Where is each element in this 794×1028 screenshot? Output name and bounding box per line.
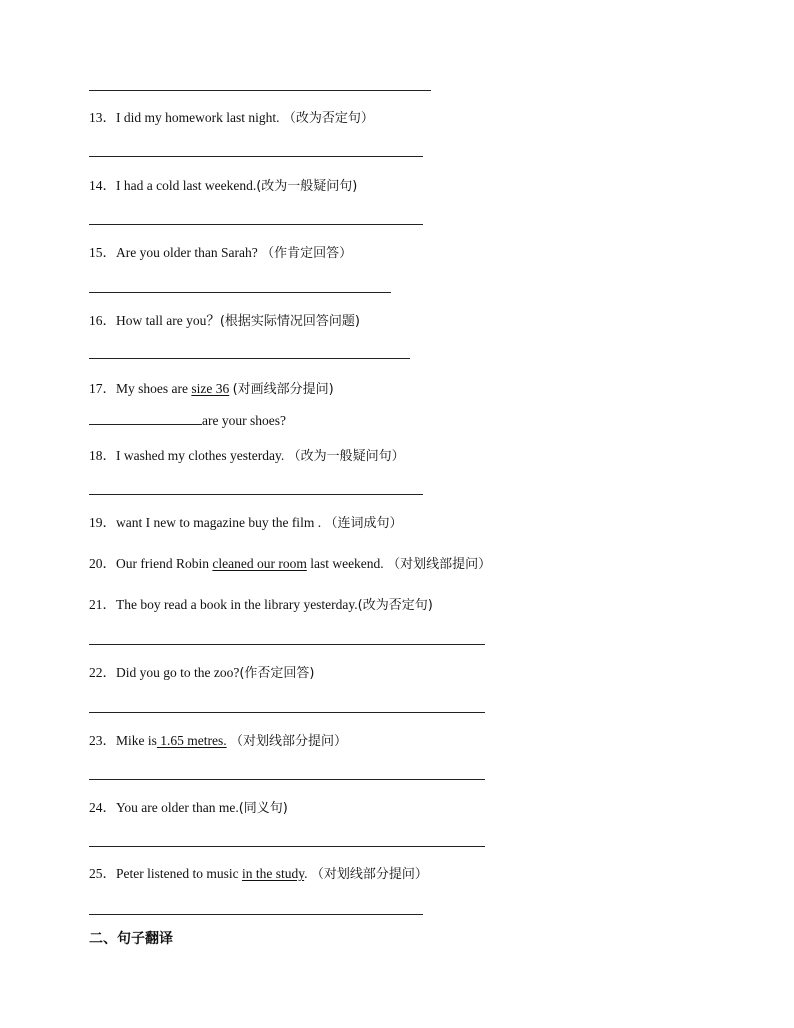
answer-line[interactable] (89, 358, 410, 359)
question-text: Peter listened to music (116, 866, 242, 881)
question-number: 16． (89, 313, 116, 328)
answer-line[interactable] (89, 914, 423, 915)
question-number: 19． (89, 515, 116, 530)
question-number: 21． (89, 597, 116, 612)
question-15 (89, 241, 352, 261)
question-22 (89, 661, 315, 681)
question-text: The boy read a book in the library yesterday. (116, 597, 358, 612)
question-text-tail: . (304, 866, 311, 881)
answer-blank[interactable] (89, 412, 202, 425)
question-text: How tall are you？ (116, 313, 220, 328)
question-number: 18． (89, 448, 116, 463)
question-text: Are you older than Sarah? (116, 245, 262, 260)
question-instruction: （对划线部分提问） (230, 734, 348, 749)
question-text: Mike is (116, 733, 157, 748)
question-instruction: (改为一般疑问句) (256, 179, 358, 194)
question-text: I washed my clothes yesterday. (116, 448, 288, 463)
question-14 (89, 174, 357, 194)
question-13 (89, 106, 374, 126)
answer-line[interactable] (89, 292, 391, 293)
question-17-answer (89, 412, 286, 429)
underlined-phrase: in the study (241, 866, 305, 881)
question-21 (89, 593, 433, 613)
question-18 (89, 444, 405, 464)
question-text: I did my homework last night. (116, 110, 283, 125)
question-instruction: （连词成句） (324, 516, 403, 531)
question-instruction: (对画线部分提问) (232, 382, 334, 397)
answer-line[interactable] (89, 224, 423, 225)
question-number: 24． (89, 800, 116, 815)
question-number: 20． (89, 556, 116, 571)
question-number: 17． (89, 381, 116, 396)
question-16 (89, 309, 360, 329)
question-instruction: (根据实际情况回答问题) (219, 314, 361, 329)
question-instruction: (改为否定句) (357, 598, 433, 613)
answer-line[interactable] (89, 644, 485, 645)
question-text-tail: last weekend. (306, 556, 388, 571)
question-number: 23． (89, 733, 116, 748)
question-20 (89, 552, 491, 572)
question-23 (89, 729, 347, 749)
section-heading: 二、句子翻译 (89, 931, 173, 947)
question-number: 22． (89, 665, 116, 680)
question-number: 25． (89, 866, 116, 881)
question-instruction: (同义句) (238, 801, 288, 816)
question-instruction: （作肯定回答） (261, 246, 353, 261)
answer-line[interactable] (89, 90, 431, 91)
question-instruction: （对划线部提问） (387, 557, 492, 572)
question-number: 13． (89, 110, 116, 125)
answer-line[interactable] (89, 156, 423, 157)
answer-line[interactable] (89, 494, 423, 495)
question-number: 14． (89, 178, 116, 193)
question-text: My shoes are (116, 381, 192, 396)
answer-line[interactable] (89, 846, 485, 847)
question-instruction: (作否定回答) (239, 666, 315, 681)
question-text: want I new to magazine buy the film . (116, 515, 325, 530)
question-17 (89, 377, 334, 397)
underlined-phrase: size 36 (191, 381, 230, 396)
question-text: Did you go to the zoo? (116, 665, 240, 680)
question-text: I had a cold last weekend. (116, 178, 257, 193)
underlined-phrase: cleaned our room (212, 556, 307, 571)
underlined-phrase: 1.65 metres. (156, 733, 227, 748)
answer-suffix: are your shoes? (202, 413, 286, 428)
question-19 (89, 511, 402, 531)
answer-line[interactable] (89, 779, 485, 780)
question-number: 15． (89, 245, 116, 260)
question-25 (89, 862, 428, 882)
question-instruction: （对划线部分提问） (310, 867, 428, 882)
question-24 (89, 796, 288, 816)
question-instruction: （改为一般疑问句） (287, 449, 405, 464)
question-text: You are older than me. (116, 800, 239, 815)
question-instruction: （改为否定句） (282, 111, 374, 126)
answer-line[interactable] (89, 712, 485, 713)
question-text: Our friend Robin (116, 556, 213, 571)
